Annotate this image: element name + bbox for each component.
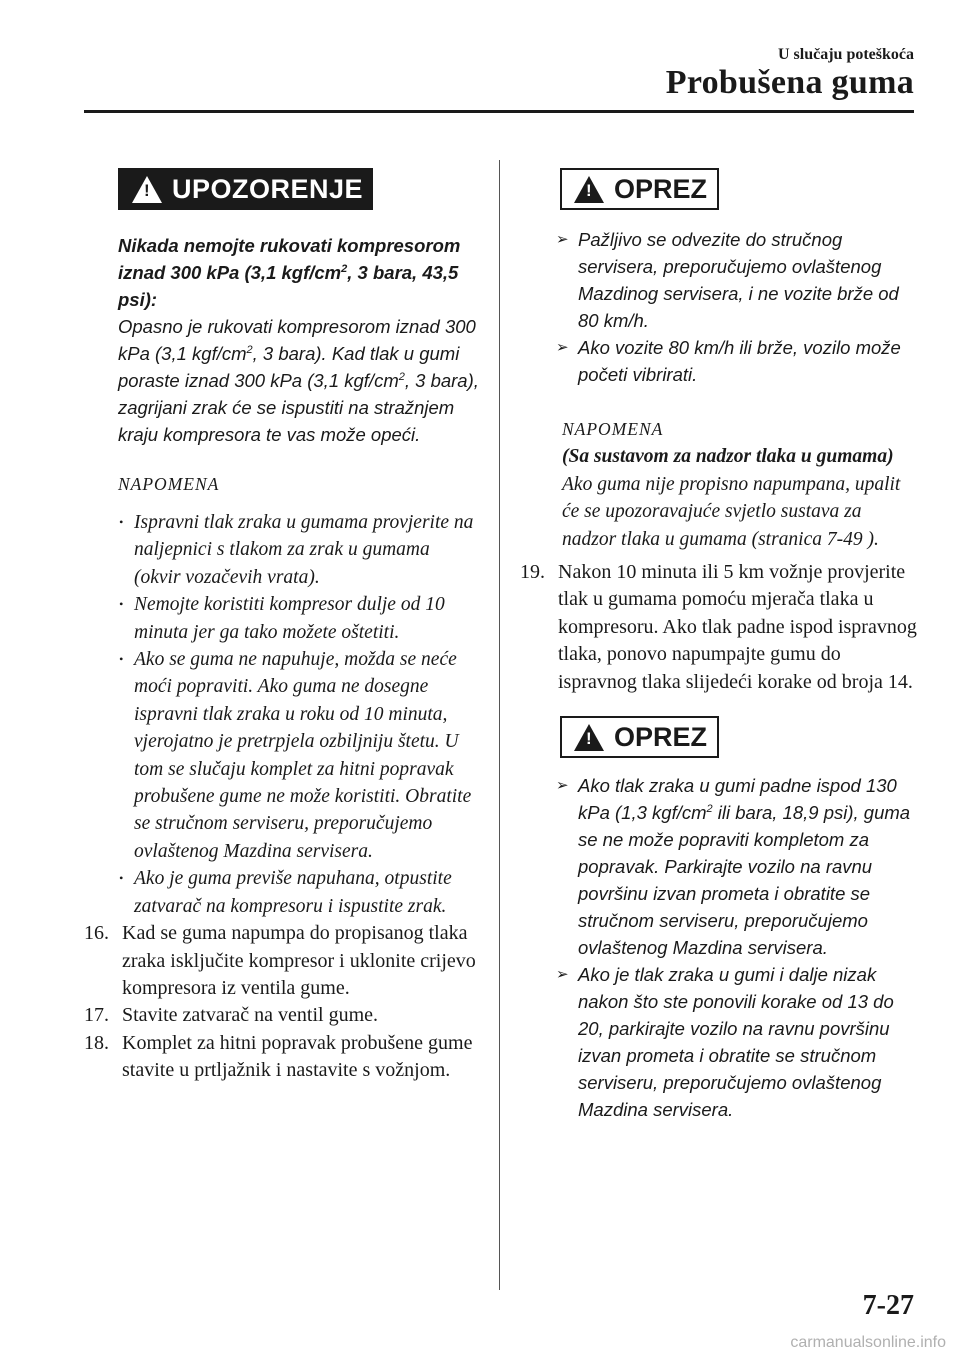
caution-badge xyxy=(560,168,719,210)
caution-badge-label: OPREZ xyxy=(614,173,708,204)
footer-watermark: carmanualsonline.info xyxy=(790,1334,946,1351)
step-item xyxy=(84,1002,479,1029)
caution-badge xyxy=(560,716,719,758)
list-item: ➢ Ako je tlak zraka u gumi i dalje nizak nakon što ste ponovili korake od 13 do 20, parkirajte vozilo na ravnu površinu izvan prometa i obratite se stručnom serviseru, preporučujemo ovlaštenog Mazdina servisera. xyxy=(556,961,920,1123)
warning-badge xyxy=(118,168,373,210)
step-list-right xyxy=(520,559,920,696)
step-text: Komplet za hitni popravak probušene gume stavite u prtljažnik i nastavite s vožnjom. xyxy=(122,1031,473,1082)
warning-icon xyxy=(132,176,162,203)
step-number: 17. xyxy=(84,1004,109,1027)
page-title: Probušena guma xyxy=(665,64,914,101)
caution-list xyxy=(556,226,920,388)
header-rule xyxy=(84,110,914,113)
section-label: U slučaju poteškoća xyxy=(777,46,914,63)
step-item xyxy=(84,1030,479,1085)
note-title: (Sa sustavom za nadzor tlaka u gumama) xyxy=(562,446,894,468)
note-bullet-list xyxy=(118,509,479,920)
list-item: • Ako je guma previše napuhana, otpustite zatvarač na kompresoru i ispustite zrak. xyxy=(118,865,479,920)
list-item: ➢ Ako tlak zraka u gumi padne ispod 130 kPa (1,3 kgf/$cm^2$ ili bara, 18,9 psi), guma se ne može popraviti kompletom za popravak. Parkirajte vozilo na ravnu površinu izvan prometa i obratite se stručnom serviseru, preporučujemo ovlaštenog Mazdina servisera. xyxy=(556,772,920,961)
step-text: Kad se guma napumpa do propisanog tlaka zraka isključite kompresor i uklonite crijevo kompresora iz ventila gume. xyxy=(122,922,476,999)
column-divider xyxy=(499,160,500,1290)
warning-text xyxy=(118,232,479,448)
step-item xyxy=(520,559,920,696)
step-text: Stavite zatvarač na ventil gume. xyxy=(122,1004,379,1027)
step-number: 19. xyxy=(520,561,545,584)
step-number: 16. xyxy=(84,922,109,945)
step-text: Nakon 10 minuta ili 5 km vožnje provjerite tlak u gumama pomoću mjerača tlaka u kompresoru. Ako tlak padne ispod ispravnog tlaka, ponovo napumpajte gumu do ispravnog tlaka slijedeći korake od broja 14. xyxy=(558,561,917,693)
warning-icon xyxy=(574,176,604,203)
list-item: ➢ Pažljivo se odvezite do stručnog servisera, preporučujemo ovlaštenog Mazdinog servisera, i ne vozite brže od 80 km/h. xyxy=(556,226,920,334)
warning-body: Opasno je rukovati kompresorom iznad 300 kPa (3,1 kgf/$cm^2$, 3 bara). Kad tlak u gumi poraste iznad 300 kPa (3,1 kgf/$cm^2$, 3 bara), zagrijani zrak će se ispustiti na stražnjem kraju kompresora te vas može opeći. xyxy=(118,316,479,445)
warning-icon xyxy=(574,724,604,751)
right-column xyxy=(520,168,920,1123)
step-list-left xyxy=(84,920,479,1084)
left-column xyxy=(84,168,479,1085)
caution-badge-label: OPREZ xyxy=(614,721,708,752)
note-label: NAPOMENA xyxy=(118,474,220,494)
list-item: • Ispravni tlak zraka u gumama provjerite na naljepnici s tlakom za zrak u gumama (okvir vozačevih vrata). xyxy=(118,509,479,591)
caution-list xyxy=(556,772,920,1123)
list-item: • Ako se guma ne napuhuje, možda se neće moći popraviti. Ako guma ne dosegne ispravni tlak zraka u roku od 10 minuta, vjerojatno je pretrpjela ozbiljniju štetu. U tom se slučaju komplet za hitni popravak probušene gume ne može koristiti. Obratite se stručnom serviseru, preporučujemo ovlaštenog Mazdina servisera. xyxy=(118,646,479,865)
note-block xyxy=(562,416,920,553)
note-label: NAPOMENA xyxy=(562,419,664,439)
list-item: • Nemojte koristiti kompresor dulje od 10 minuta jer ga tako možete oštetiti. xyxy=(118,591,479,646)
list-item: ➢ Ako vozite 80 km/h ili brže, vozilo može početi vibrirati. xyxy=(556,334,920,388)
page-number: 7-27 xyxy=(862,1290,914,1321)
step-item xyxy=(84,920,479,1002)
warning-heading: Nikada nemojte rukovati kompresorom iznad 300 kPa (3,1 kgf/$cm^2$, 3 bara, 43,5 psi): xyxy=(118,235,461,310)
note-text: Ako guma nije propisno napumpana, upalit će se upozoravajuće svjetlo sustava za nadzor tlaka u gumama (stranica 7-49 ). xyxy=(562,473,901,550)
warning-badge-label: UPOZORENJE xyxy=(172,173,364,204)
step-number: 18. xyxy=(84,1031,109,1054)
